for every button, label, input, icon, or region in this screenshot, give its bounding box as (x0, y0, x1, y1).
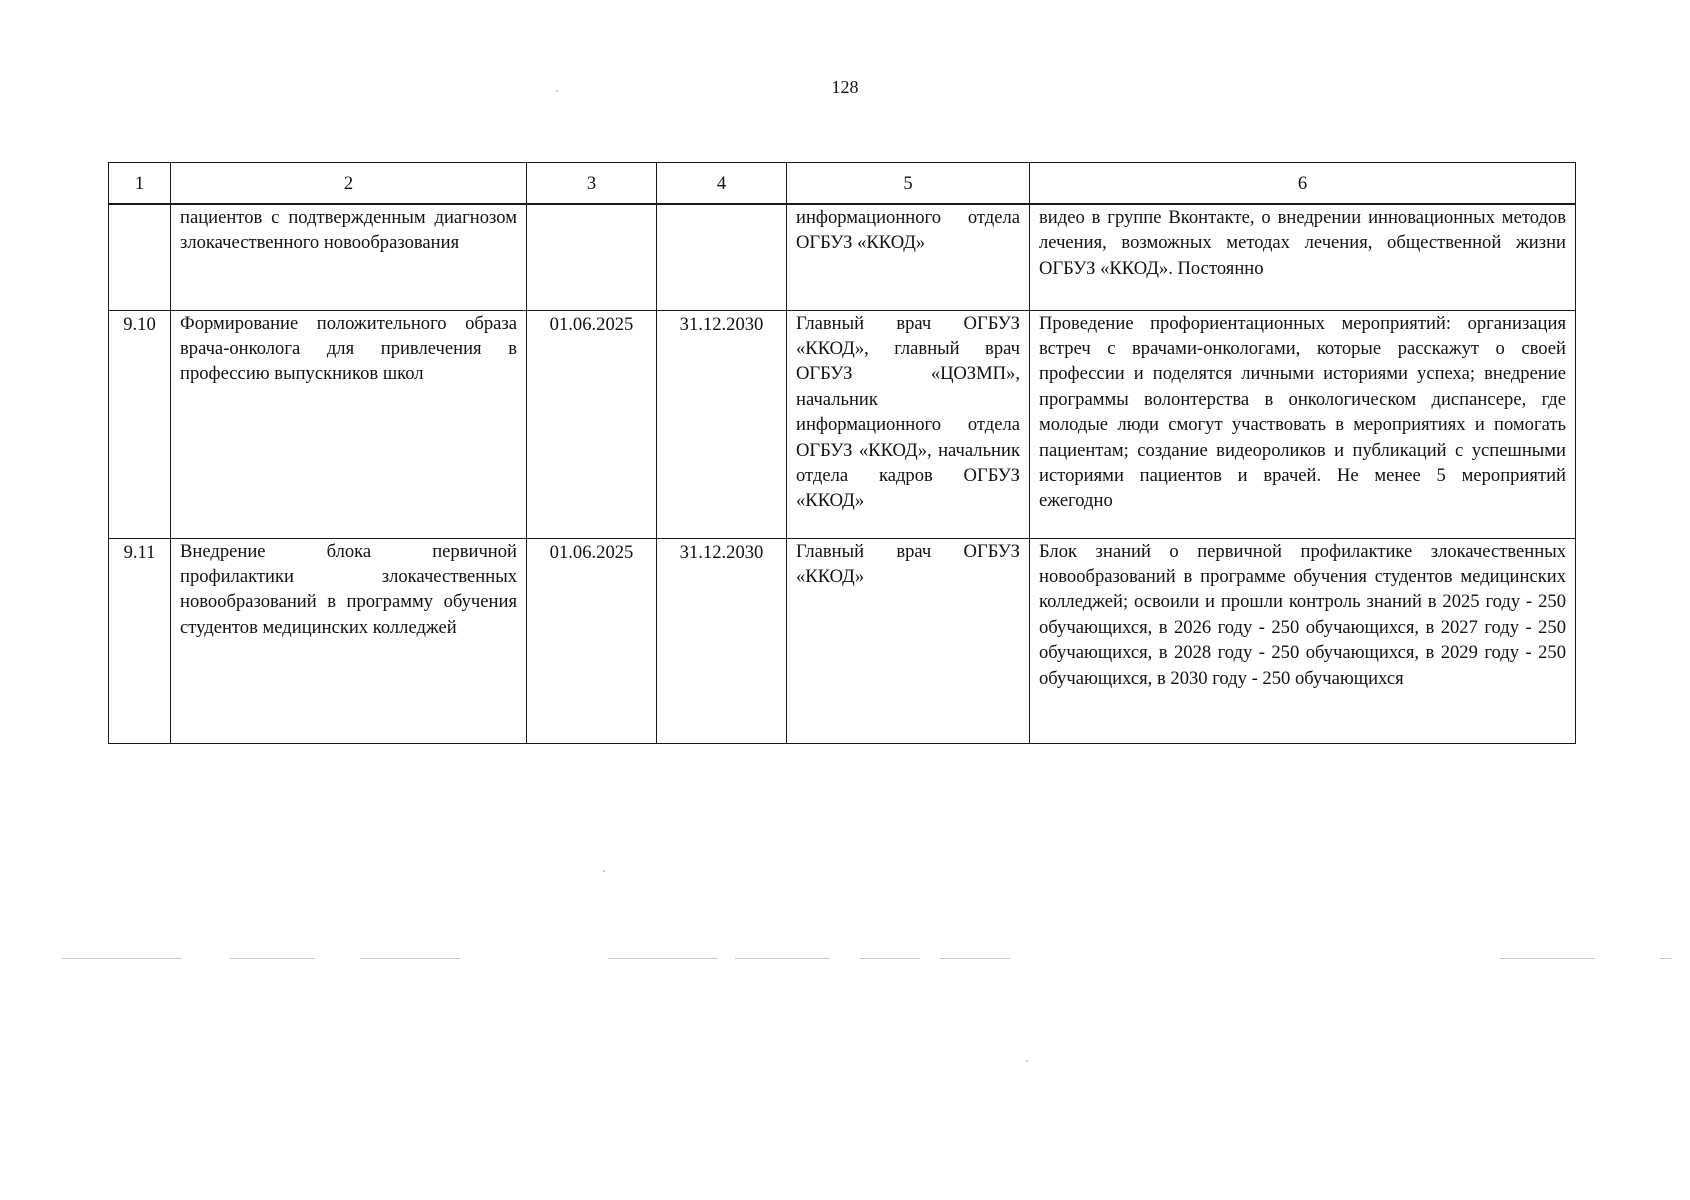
result-cell (1030, 538, 1576, 743)
activity-text: Формирование положительного образа врача-онколога для привлечения в профессию выпускников школ (180, 312, 517, 385)
activity-cell (171, 310, 527, 538)
scan-artifact (1500, 958, 1595, 959)
responsible-text: информационного отдела ОГБУЗ «ККОД» (796, 207, 1020, 254)
scan-artifact (230, 958, 315, 959)
start-date-cell (527, 204, 657, 310)
end-date-cell (657, 204, 787, 310)
scan-artifact (940, 958, 1010, 959)
result-text: Проведение профориентационных мероприятий: организация встреч с врачами-онкологами, которые расскажут о своей профессии и поделятся личными историями успеха; внедрение программы волонтерства в онкологическом диспансере, где молодые люди смогут участвовать в мероприятиях и помогать пациентам; создание видеороликов и публикаций с успешными историями пациентов и врачей. Не менее 5 мероприятий ежегодно (1039, 312, 1566, 512)
start-date-cell: 01.06.2025 (527, 310, 657, 538)
scan-artifact (62, 958, 182, 959)
activity-cell (171, 204, 527, 310)
activity-text: Внедрение блока первичной профилактики злокачественных новообразований в программу обучения студентов медицинских колледжей (180, 540, 517, 638)
table-row (109, 204, 1576, 310)
scan-artifact (603, 870, 605, 872)
responsible-cell (787, 204, 1030, 310)
row-number (109, 204, 171, 310)
table-row (109, 310, 1576, 538)
column-header-1: 1 (109, 163, 171, 205)
scan-artifact (860, 958, 920, 959)
row-number: 9.10 (109, 310, 171, 538)
table-row (109, 538, 1576, 743)
table-header-row (109, 163, 1576, 205)
page-number: 128 (831, 77, 859, 97)
scan-artifact (556, 90, 558, 92)
result-cell (1030, 310, 1576, 538)
column-header-6: 6 (1030, 163, 1576, 205)
scan-artifact (735, 958, 830, 959)
plan-table (108, 162, 1576, 744)
scan-artifact (1660, 958, 1672, 959)
scan-artifact (360, 958, 460, 959)
responsible-cell (787, 310, 1030, 538)
result-text: видео в группе Вконтакте, о внедрении инновационных методов лечения, возможных методах лечения, общественной жизни ОГБУЗ «ККОД». Постоянно (1039, 207, 1566, 279)
result-cell (1030, 204, 1576, 310)
column-header-5: 5 (787, 163, 1030, 205)
scan-artifact (608, 958, 718, 959)
column-header-4: 4 (657, 163, 787, 205)
scan-artifact (1026, 1060, 1028, 1062)
column-header-2: 2 (171, 163, 527, 205)
row-number: 9.11 (109, 538, 171, 743)
column-header-3: 3 (527, 163, 657, 205)
activity-cell (171, 538, 527, 743)
start-date-cell: 01.06.2025 (527, 538, 657, 743)
end-date-cell: 31.12.2030 (657, 310, 787, 538)
activity-text: пациентов с подтвержденным диагнозом злокачественного новообразования (180, 207, 517, 254)
responsible-cell (787, 538, 1030, 743)
result-text: Блок знаний о первичной профилактике злокачественных новообразований в программе обучения студентов медицинских колледжей; освоили и прошли контроль знаний в 2025 году - 250 обучающихся, в 2026 году - 250 обучающихся, в 2027 году - 250 обучающихся, в 2028 году - 250 обучающихся, в 2029 году - 250 обучающихся, в 2030 году - 250 обучающихся (1039, 540, 1566, 689)
end-date-cell: 31.12.2030 (657, 538, 787, 743)
responsible-text: Главный врач ОГБУЗ «ККОД» (796, 540, 1020, 587)
responsible-text: Главный врач ОГБУЗ «ККОД», главный врач ОГБУЗ «ЦОЗМП», начальник информационного отдела ОГБУЗ «ККОД», начальник отдела кадров ОГБУЗ «ККОД» (796, 312, 1020, 512)
